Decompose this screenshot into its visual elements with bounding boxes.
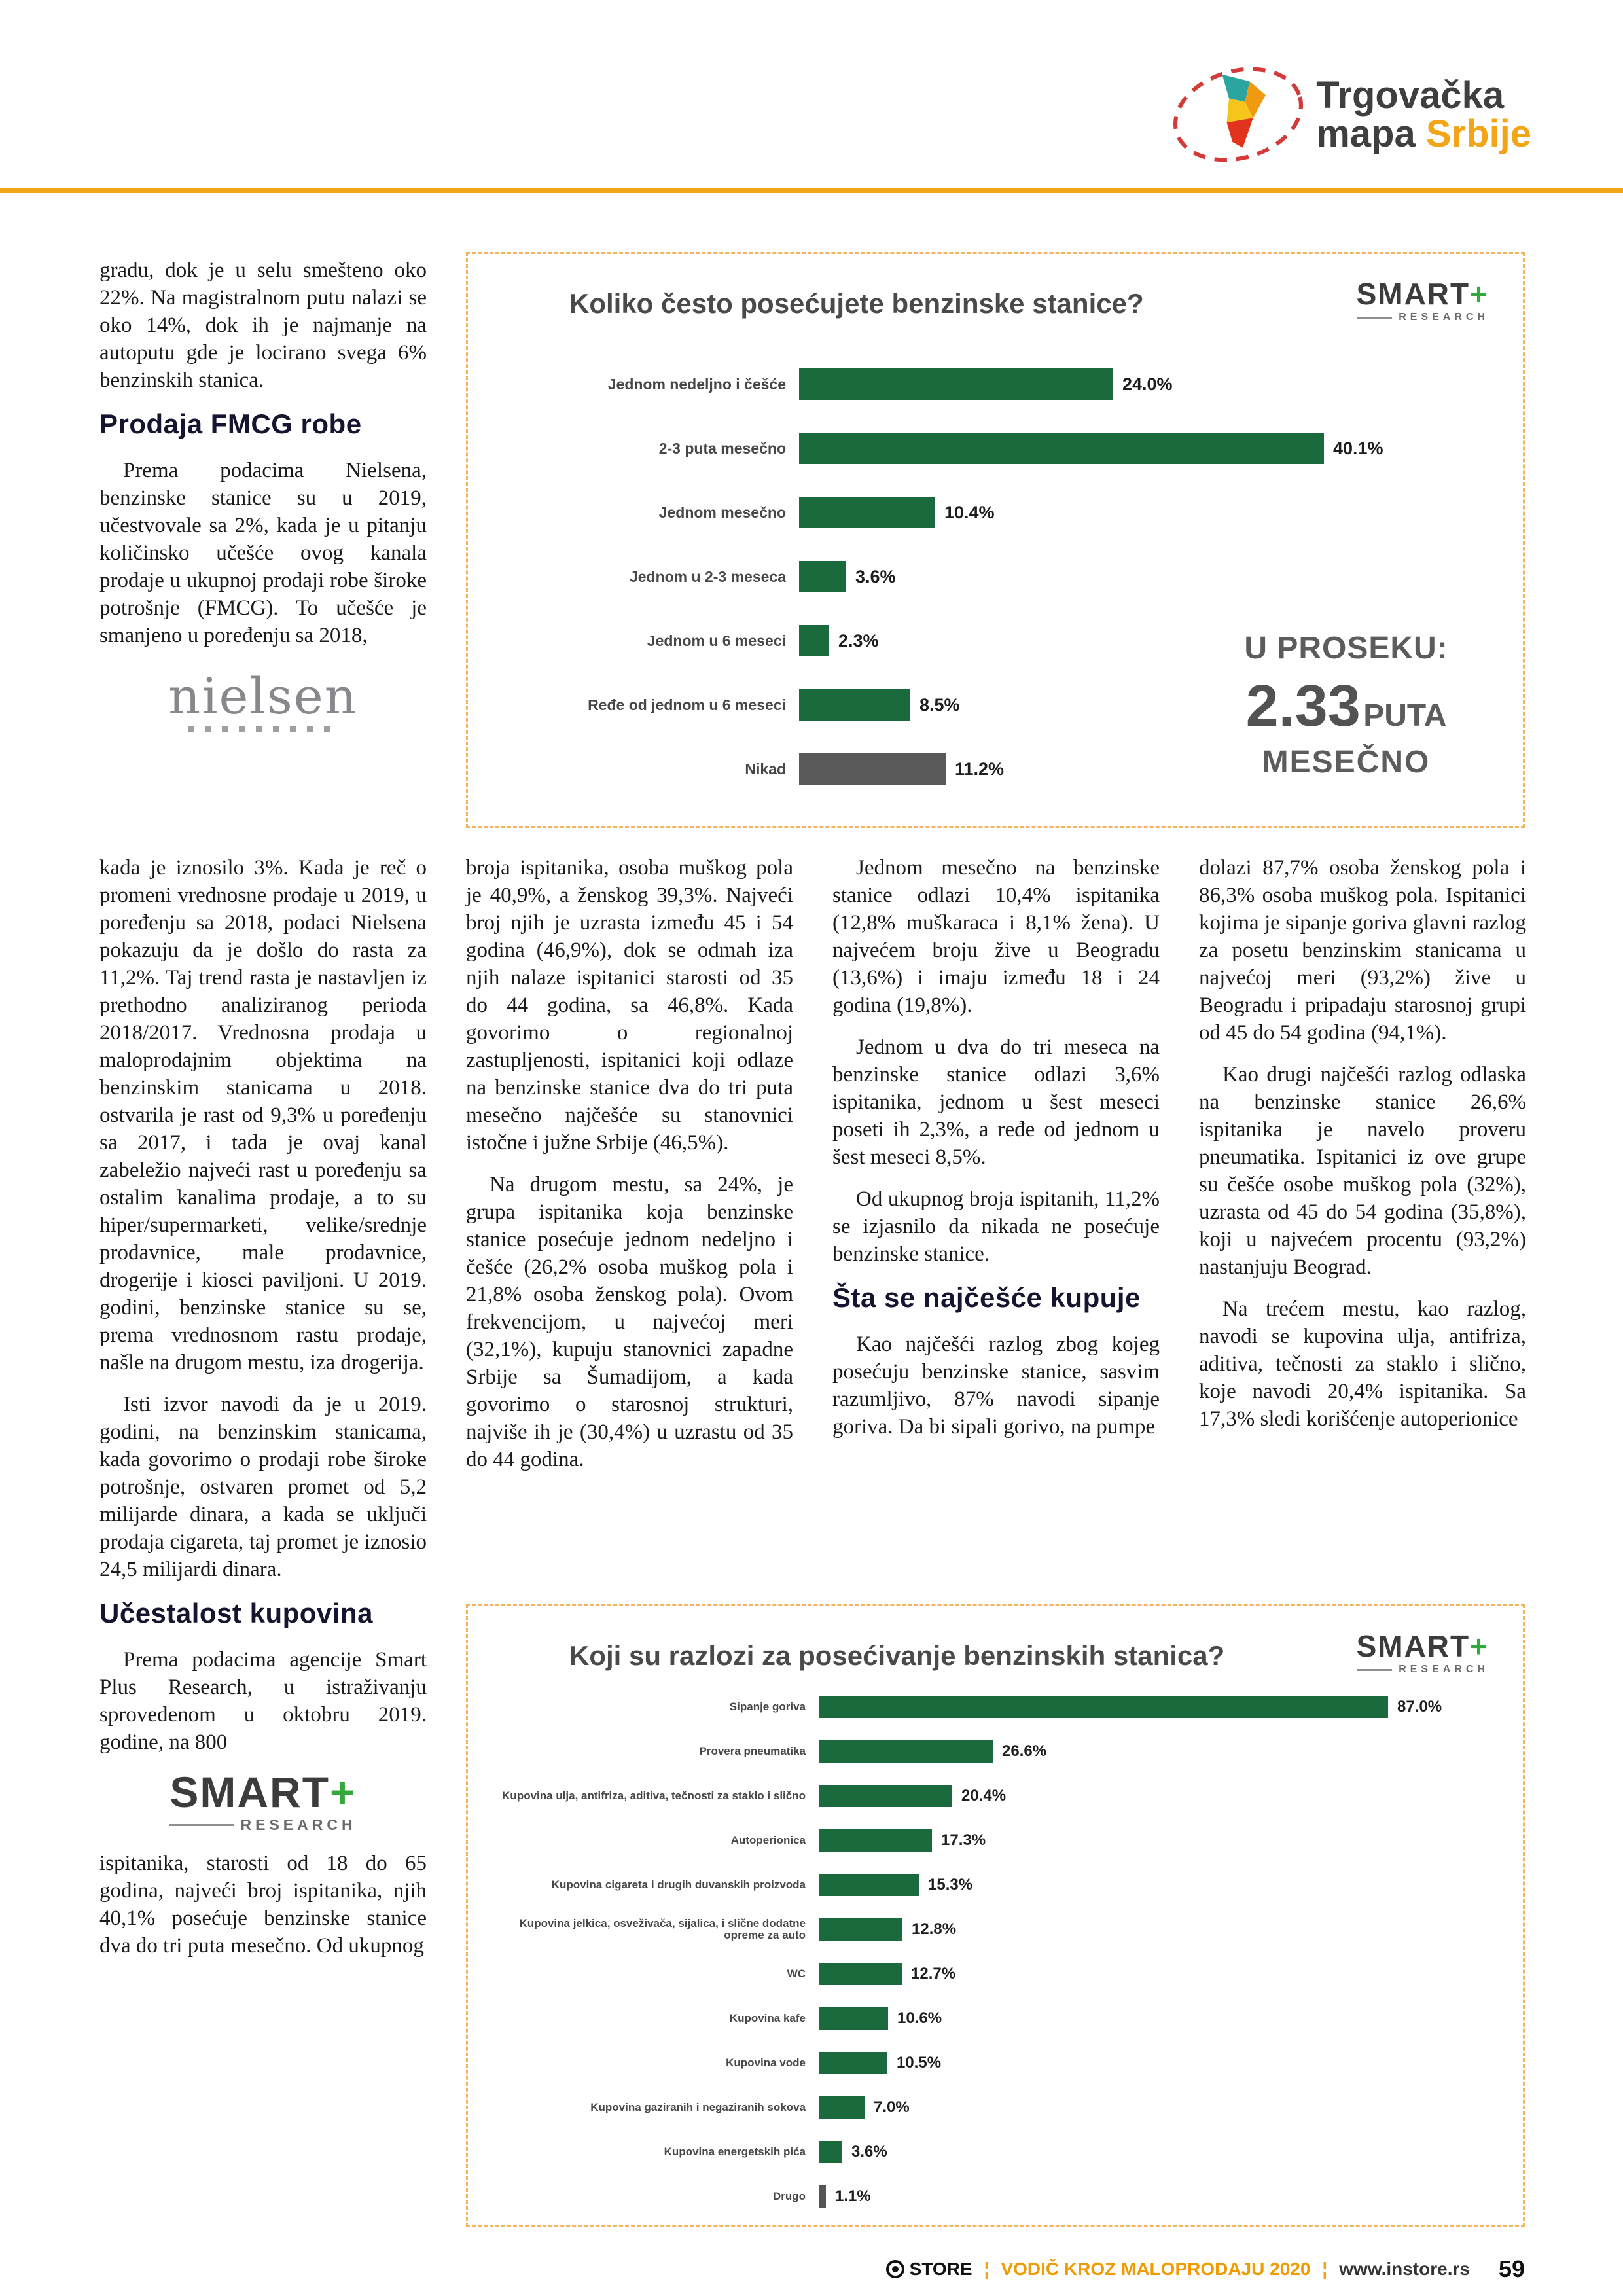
footer-website-link[interactable]: www.instore.rs [1339,2259,1470,2279]
instore-logo-icon [886,2260,904,2278]
footer-separator: ¦ [984,2259,990,2279]
bar-row [491,416,1499,480]
bar [799,561,846,592]
logo-rule [169,1824,234,1826]
bar-value: 24.0% [1122,374,1173,394]
bar [799,497,935,528]
bar-value: 10.4% [944,502,995,522]
text-column-3 [832,854,1160,1455]
bar-value: 2.3% [838,630,879,651]
bar-value: 40.1% [1333,438,1383,458]
smart-wordmark: SMART+ [1356,277,1489,311]
bar-label: Kupovina kafe [729,2012,806,2025]
bar-value: 17.3% [941,1831,986,1849]
bar-label: Provera pneumatika [699,1745,806,1758]
plus-icon: + [1470,277,1489,311]
bar-value: 3.6% [855,566,896,586]
bar [819,1696,1388,1718]
footer-guide-title: VODIČ KROZ MALOPRODAJU 2020 [1001,2259,1311,2279]
bar-label: Jednom nedeljno i češće [607,375,786,393]
bar-label: Kupovina cigareta i drugih duvanskih proizvoda [551,1878,806,1892]
logo-rule [1357,317,1393,319]
page-footer [99,2255,1525,2283]
body-paragraph: Prema podacima Nielsena, benzinske stanice su u 2019, učestvovale sa 2%, kada je u pitanju količinsko učešće ovog kanala prodaje u ukupnoj prodaji robe široke potrošnje (FMCG). To učešće je smanjeno u poređenju sa 2018, [99,459,427,647]
bar-label: Kupovina ulja, antifriza, aditiva, tečnosti za staklo i slično [502,1789,806,1803]
body-paragraph: broja ispitanika, osoba muškog pola je 40,9%, a ženskog 39,3%. Najveći broj njih je uzrasta između 45 i 54 godina (46,9%), dok se odmah iza njih nalaze ispitanici starosti od 35 do 44 godina, sa 46,8%. Kada govorimo o regionalnoj zastupljenosti, ispitanici koji odlaze na benzinske stanice dva do tri puta mesečno najčešće su stanovnici istočne i južne Srbije (46,5%). [466,856,793,1155]
bar [819,2141,842,2163]
section-heading-prodaja-fmcg: Prodaja FMCG robe [99,408,362,439]
bar-label: Autoperionica [730,1834,806,1847]
bar-value: 8.5% [919,694,960,715]
bar-label: Sipanje goriva [729,1700,806,1713]
bar-value: 11.2% [955,759,1005,779]
bar-chart-rows [491,1685,1499,2219]
bar-label: Kupovina vode [726,2056,806,2070]
bar-row [491,352,1499,416]
trgovacka-mapa-logo [1169,49,1531,180]
body-paragraph: Jednom u dva do tri meseca na benzinske stanice odlazi 3,6% ispitanika, jednom u šest meseci poseti ih 2,3%, a ređe od jednom u šest meseci 8,5%. [832,1035,1160,1169]
body-paragraph: gradu, dok je u selu smešteno oko 22%. Na magistralnom putu nalazi se oko 14%, dok ih je najmanje na autoputu gde je locirano svega 6% benzinskih stanica. [99,259,427,392]
smart-research-logo [169,1770,356,1834]
bar [819,1918,902,1941]
average-annotation [1215,630,1477,780]
bar-row [491,2085,1499,2130]
smart-research-sub: RESEARCH [1399,1664,1489,1675]
bar-value: 20.4% [961,1787,1007,1804]
bar [799,433,1324,464]
bar [819,1785,952,1807]
bar-label: Jednom u 6 meseci [647,632,786,649]
header-divider [0,188,1623,193]
smart-wordmark: SMART+ [169,1768,357,1816]
bar-value: 12.7% [911,1965,956,1982]
body-paragraph: Prema podacima agencije Smart Plus Research, u istraživanju sprovedenom u oktobru 2019. godine, na 800 [99,1648,427,1754]
bar-value: 87.0% [1397,1698,1442,1715]
brand-word-1: Trgovačka [1316,73,1505,117]
body-paragraph: Kao najčešći razlog zbog kojeg posećuju benzinske stanice, sasvim razumljivo, 87% navodi sipanje goriva. Da bi sipali gorivo, na pumpe [832,1333,1160,1439]
bar-label: Kupovina jelkica, osveživača, sijalica, i slične dodatne opreme za auto [519,1917,806,1941]
plus-icon: + [1470,1629,1489,1663]
bar-row [491,545,1499,609]
bar-label: Nikad [745,760,786,778]
bar-label: Jednom u 2-3 meseca [629,567,786,585]
plus-icon: + [330,1768,357,1816]
bar-value: 1.1% [835,2187,871,2205]
logo-rule [1357,1669,1393,1671]
bar [799,625,829,656]
bar-value: 26.6% [1002,1742,1047,1760]
store-wordmark: STORE [909,2259,972,2279]
text-column-1 [99,854,427,1974]
bar-value: 10.6% [897,2009,942,2027]
bar [819,2007,888,2030]
section-heading-ucestalost: Učestalost kupovina [99,1598,373,1628]
bar-row [491,2174,1499,2219]
intro-column [99,257,427,732]
brand-word-3: Srbije [1425,113,1531,155]
nielsen-dots [188,726,338,732]
annotation-unit: MESEČNO [1262,745,1431,780]
page-number: 59 [1498,2255,1525,2282]
bar-label: Jednom mesečno [658,503,786,521]
bar-label: 2-3 puta mesečno [658,439,786,457]
body-paragraph: Isti izvor navodi da je u 2019. godini, na benzinskim stanicama, kada govorimo o prodaji robe široke potrošnje, ostvaren promet od 5,2 milijarde dinara, a kada se uključi prodaja cigareta, taj promet je iznosio 24,5 milijardi dinara. [99,1393,427,1581]
smart-research-logo [1357,1631,1489,1676]
bar [819,1874,919,1896]
chart-title: Koliko često posećujete benzinske stanice? [569,288,1144,319]
bar-value: 15.3% [928,1876,973,1893]
instore-brand [886,2259,972,2280]
bar-label: Kupovina gaziranih i negaziranih sokova [590,2101,806,2114]
bar-row [491,1818,1499,1863]
bar-row [491,1685,1499,1729]
bar-row [491,1729,1499,1774]
bar-value: 3.6% [851,2143,887,2161]
brand-wordmark [1316,73,1531,155]
bar [819,2096,865,2119]
bar [799,368,1113,400]
brand-word-2: mapa [1316,113,1416,155]
body-paragraph: dolazi 87,7% osoba ženskog pola i 86,3% osoba muškog pola. Ispitanici kojima je sipanje goriva glavni razlog za posetu benzinskim stanicama u najvećoj meri (93,2%) žive u Beogradu i pripadaju starosnoj grupi od 45 do 54 godina (94,1%). [1199,856,1526,1045]
bar [799,689,910,721]
body-paragraph: Na drugom mestu, sa 24%, je grupa ispitanika koja benzinske stanice posećuje jednom nedeljno i češće (26,2% osoba muškog pola i 21,8% osoba ženskog pola). Ovom frekvencijom, u najvećoj meri (32,1%), kupuju stanovnici zapadne Srbije sa Šumadijom, a kada govorimo o starosnoj strukturi, najviše ih je (30,4%) u uzrastu od 35 do 44 godina. [466,1173,793,1471]
bar-label: Kupovina energetskih pića [664,2145,806,2159]
bar-row [491,2130,1499,2174]
nielsen-logo [99,667,427,732]
body-paragraph: Kao drugi najčešći razlog odlaska na benzinske stanice 26,6% ispitanika je navelo proveru pneumatika. Ispitanici iz ove grupe su češće osobe muškog pola (32%), uzrasta od 45 do 54 godina (35,8%), koji u najvećem procentu (93,2%) nastanjuju Beograd. [1199,1063,1526,1279]
chart-visit-reasons [466,1604,1525,2227]
nielsen-wordmark: nielsen [168,667,358,725]
bar-label: Drugo [772,2190,806,2203]
bar [819,1963,902,1985]
bar [819,2052,887,2074]
smart-research-sub: RESEARCH [1399,312,1489,323]
bar-row [491,2041,1499,2085]
serbia-map-icon [1169,49,1307,180]
bar-row [491,1774,1499,1818]
bar-label: Ređe od jednom u 6 meseci [588,696,786,713]
chart-title: Koji su razlozi za posećivanje benzinskih stanica? [569,1640,1225,1671]
bar-row [491,1863,1499,1907]
body-paragraph: Od ukupnog broja ispitanih, 11,2% se izjasnilo da nikada ne posećuje benzinske stanice. [832,1187,1160,1266]
bar-row [491,480,1499,545]
section-heading-sta-se-kupuje: Šta se najčešće kupuje [832,1282,1141,1313]
smart-research-sub: RESEARCH [240,1816,357,1833]
annotation-value: 2.33 PUTA [1245,673,1447,739]
annotation-label: U PROSEKU: [1244,631,1448,666]
bar [819,1740,993,1763]
bar-row [491,1952,1499,1996]
chart-visit-frequency [466,252,1525,828]
bar-label: WC [787,1967,806,1981]
body-paragraph: Jednom mesečno na benzinske stanice odlazi 10,4% ispitanika (12,8% muškaraca i 8,1% žena). U najvećem broju žive u Beogradu (13,6%) i imaju između 18 i 24 godina (19,8%). [832,856,1160,1017]
body-paragraph: kada je iznosilo 3%. Kada je reč o promeni vrednosne prodaje u 2019, u poređenju sa 2018, podaci Nielsena pokazuju da je došlo do rasta za 11,2%. Taj trend rasta je nastavljen iz prethodno analiziranog perioda 2018/2017. Vrednosna prodaja u maloprodajnim objektima na benzinskim stanicama u 2018. ostvarila je rast od 9,3% u poređenju sa 2017, i tada je ovaj kanal zabeležio najveći rast u poređenju sa ostalim kanalima prodaje, a to su hiper/supermarketi, velike/srednje prodavnice, male prodavnice, drogerije i kiosci paviljoni. U 2019. godini, benzinske stanice su se, prema vrednosnom rastu prodaje, našle na drugom mestu, iza drogerija. [99,856,427,1374]
bar [799,753,946,785]
smart-research-logo [1357,279,1489,323]
text-column-4 [1199,854,1526,1447]
body-paragraph: Na trećem mestu, kao razlog, navodi se kupovina ulja, antifriza, aditiva, tečnosti za staklo i slično, koje navodi 20,4% ispitanika. Sa 17,3% sledi korišćenje autoperionice [1199,1297,1526,1431]
bar-value: 10.5% [897,2054,942,2072]
bar-row [491,1907,1499,1952]
bar [819,2185,826,2208]
body-paragraph: ispitanika, starosti od 18 do 65 godina, najveći broj ispitanika, njih 40,1% posećuje benzinske stanice dva do tri puta mesečno. Od ukupnog [99,1852,427,1958]
bar-row [491,1996,1499,2041]
bar-value: 12.8% [912,1920,957,1938]
footer-separator: ¦ [1322,2259,1328,2279]
smart-wordmark: SMART+ [1356,1629,1489,1663]
text-column-2 [466,854,793,1488]
bar-value: 7.0% [874,2098,910,2116]
bar [819,1829,932,1852]
